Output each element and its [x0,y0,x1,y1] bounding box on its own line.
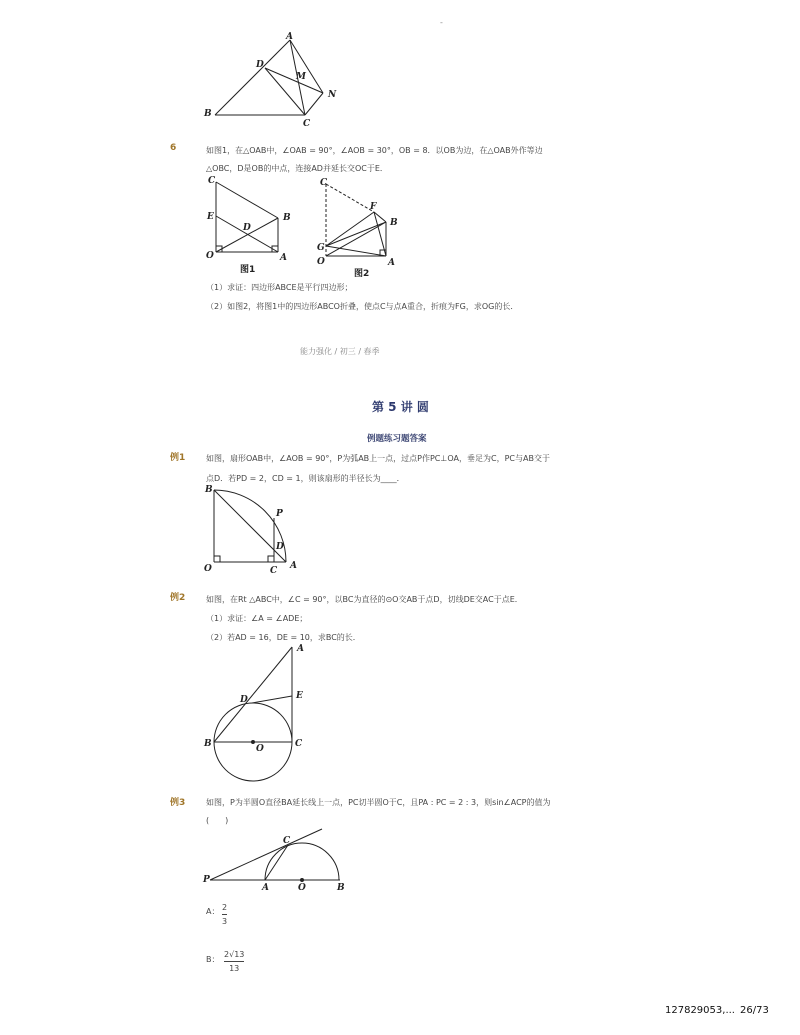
svg-text:C: C [270,566,278,576]
svg-text:D: D [240,695,248,705]
example-3-figure [200,822,355,894]
svg-text:B: B [205,485,213,495]
example-3-paren: ( ) [206,816,229,825]
svg-text:O: O [298,883,306,893]
problem-6-question-2: （2）如图2，将图1中的四边形ABCO折叠，使点C与点A重合，折痕为FG，求OG的长． [206,302,519,311]
example-1-number: 例1 [170,453,186,463]
section-title: 例题练习题答案 [367,434,427,444]
example-2-question-1: （1）求证：∠A = ∠ADE； [206,614,308,623]
figure-2 [312,174,402,280]
svg-text:C: C [208,176,216,186]
option-a-denominator: 3 [222,917,228,926]
svg-text:B: B [204,739,212,749]
breadcrumb: 能力强化 / 初三 / 春季 [300,347,380,356]
figure-1-caption: 图1 [240,265,256,275]
example-1-line-1: 如图，扇形OAB中，∠AOB = 90°，P为弧AB上一点，过点P作PC⊥OA，垂足为C，PC与AB交于 [206,454,550,463]
problem-6-number: 6 [170,143,177,153]
example-1-figure [200,480,310,576]
lecture-title: 第 5 讲 圆 [372,400,429,414]
footer-page-number: 26/73 [740,1005,769,1016]
svg-text:N: N [328,90,337,100]
svg-text:D: D [256,60,264,70]
option-b-fraction [224,950,244,973]
svg-text:C: C [320,178,328,188]
option-b-numerator: 2√13 [224,950,245,959]
svg-text:E: E [207,212,214,222]
example-2-figure [200,642,315,782]
svg-text:A: A [290,561,297,571]
svg-text:A: A [280,253,287,263]
svg-text:C: C [303,119,311,129]
figure-top [195,30,355,130]
svg-text:M: M [296,72,306,82]
svg-text:D: D [243,223,251,233]
figure-1 [200,174,305,276]
svg-text:E: E [296,691,303,701]
svg-text:A: A [262,883,269,893]
option-a-fraction [222,903,227,926]
svg-text:C: C [295,739,303,749]
svg-text:P: P [203,875,210,885]
svg-text:A: A [286,32,293,42]
svg-text:B: B [283,213,291,223]
example-1-line-2: 点D．若PD = 2，CD = 1，则该扇形的半径长为____． [206,474,405,483]
svg-text:B: B [337,883,345,893]
option-b-denominator: 13 [229,964,240,973]
svg-text:B: B [204,109,212,119]
svg-text:G: G [317,243,325,253]
svg-text:O: O [206,251,214,261]
example-2-line-1: 如图，在Rt △ABC中，∠C = 90°，以BC为直径的⊙O交AB于点D，切线DE交AC于点E． [206,595,523,604]
svg-text:O: O [204,564,212,574]
example-3-line-1: 如图，P为半圆O直径BA延长线上一点，PC切半圆O于C，且PA : PC = 2 : 3，则sin∠ACP的值为 [206,798,551,807]
svg-text:O: O [317,257,325,267]
svg-text:C: C [283,836,291,846]
example-2-question-2: （2）若AD = 16，DE = 10，求BC的长． [206,633,361,642]
top-mark: - [440,18,443,27]
option-a-numerator: 2 [222,903,228,912]
option-a-label: A： [206,907,220,916]
problem-6-line-2: △OBC，D是OB的中点，连接AD并延长交OC于E． [206,164,388,173]
svg-text:O: O [256,744,264,754]
svg-text:P: P [276,509,283,519]
problem-6-line-1: 如图1，在△OAB中，∠OAB = 90°，∠AOB = 30°，OB = 8．以OB为边，在△OAB外作等边 [206,146,543,155]
svg-text:D: D [276,542,284,552]
svg-text:A: A [388,258,395,268]
problem-6-question-1: （1）求证：四边形ABCE是平行四边形； [206,283,353,292]
svg-text:B: B [390,218,398,228]
footer-doc-id: 127829053,... [665,1005,735,1016]
svg-text:F: F [370,202,377,212]
example-2-number: 例2 [170,593,186,603]
svg-text:A: A [297,644,304,654]
figure-2-caption: 图2 [354,269,370,279]
option-b-label: B： [206,955,220,964]
example-3-number: 例3 [170,798,186,808]
